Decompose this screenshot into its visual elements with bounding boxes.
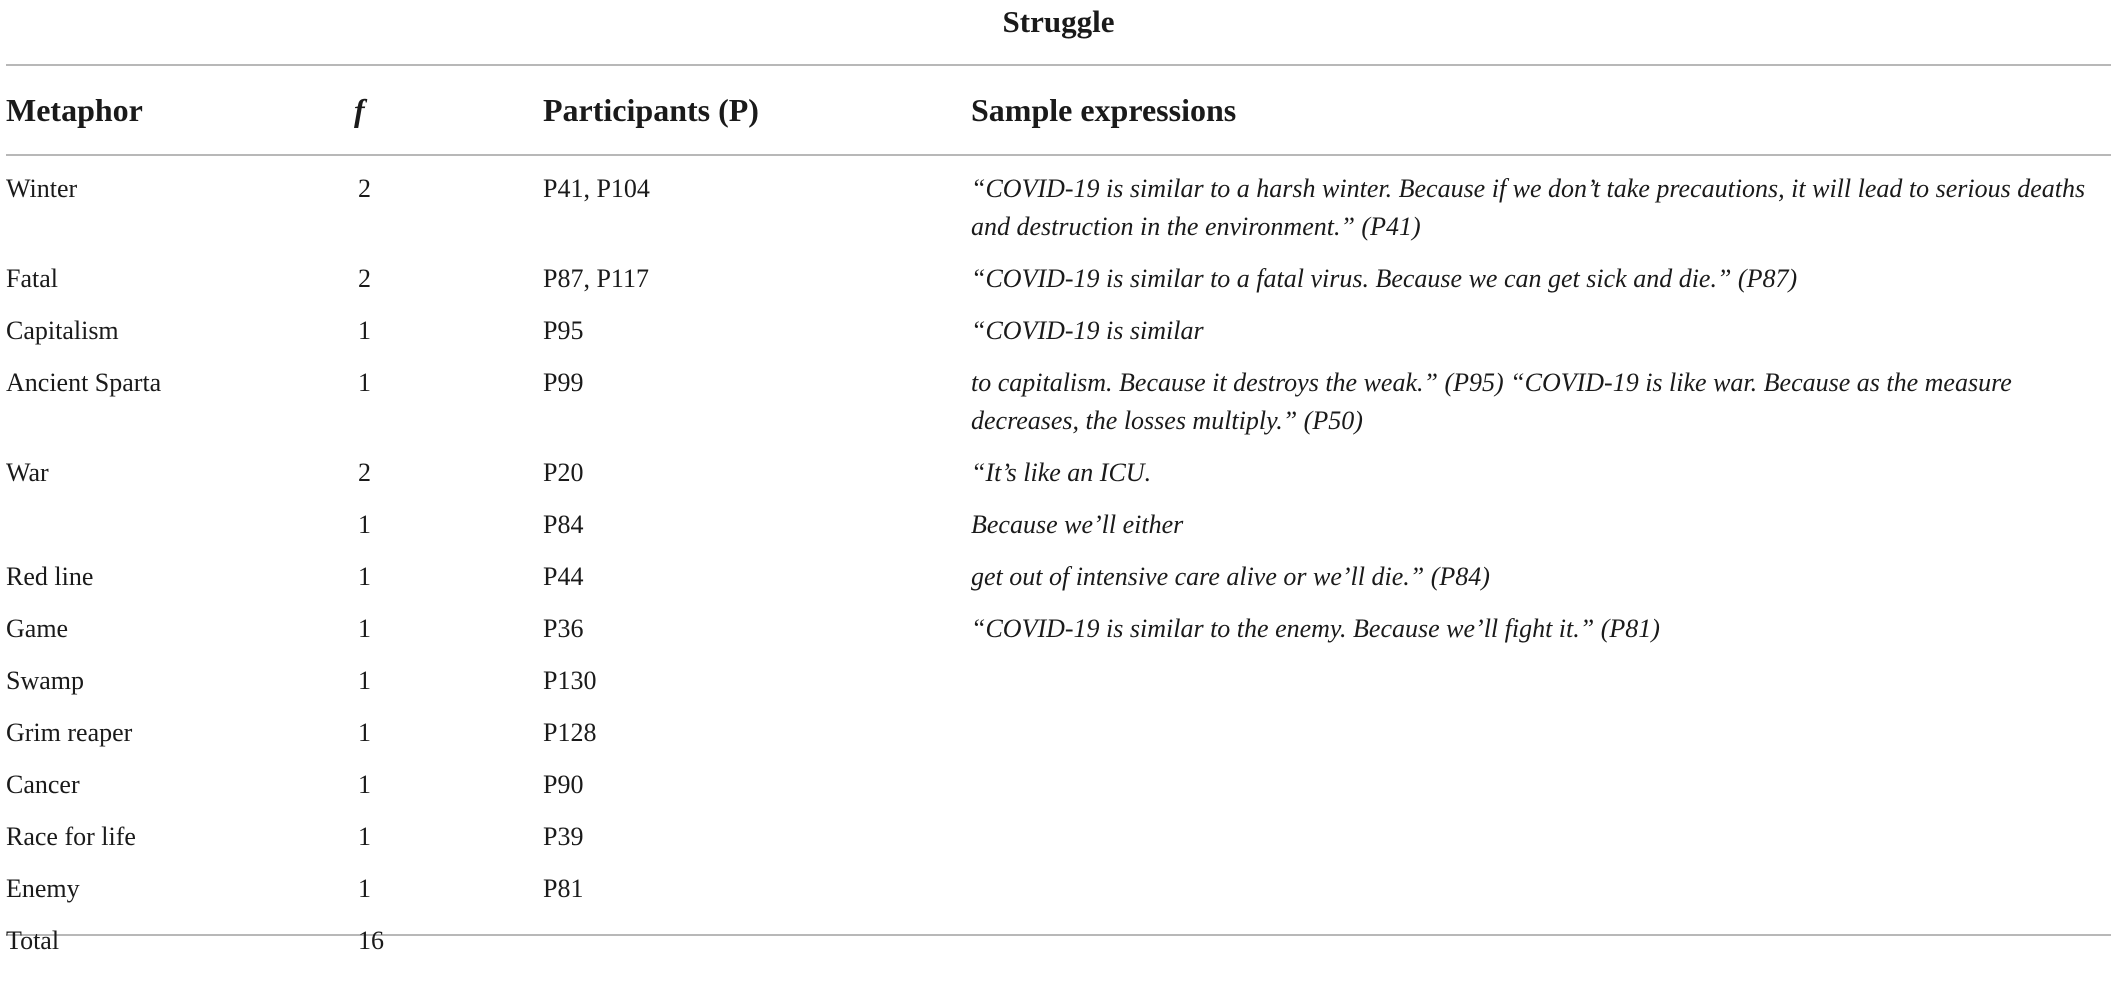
header-metaphor: Metaphor [6,91,143,128]
cell-frequency: 1 [358,510,371,539]
cell-participants: P128 [543,718,597,747]
table-row [6,506,2111,558]
header-sample-expressions: Sample expressions [971,91,1237,128]
cell-frequency: 1 [358,666,371,695]
cell-sample: Because we’ll either [971,510,1184,539]
cell-metaphor: Grim reaper [6,718,133,747]
cell-metaphor: Ancient Sparta [6,368,162,397]
cell-participants: P95 [543,316,584,345]
cell-sample: “It’s like an ICU. [971,458,1152,487]
table-title: Struggle [1002,4,1115,39]
cell-metaphor: Enemy [6,874,80,903]
table-row [6,260,2111,312]
table-row [6,714,2111,766]
table-row [6,662,2111,714]
cell-metaphor: Cancer [6,770,80,799]
cell-metaphor: Game [6,614,69,643]
table-header-row [6,66,2111,154]
cell-metaphor: Red line [6,562,94,591]
cell-participants: P84 [543,510,584,539]
cell-metaphor: Race for life [6,822,136,851]
cell-sample: to capitalism. Because it destroys the weak.” (P95) “COVID-19 is like war. Because as the measure decreases, the losses multiply.” (P50) [971,368,2012,435]
cell-frequency: 1 [358,614,371,643]
cell-frequency: 1 [358,874,371,903]
table-row [6,870,2111,922]
table-row [6,610,2111,662]
cell-frequency: 1 [358,316,371,345]
cell-participants: P87, P117 [543,264,649,293]
cell-participants: P99 [543,368,584,397]
cell-frequency: 2 [358,458,371,487]
cell-participants: P44 [543,562,584,591]
cell-frequency: 2 [358,174,371,203]
cell-frequency: 1 [358,770,371,799]
cell-participants: P90 [543,770,584,799]
table-row [6,766,2111,818]
table-row [6,558,2111,610]
cell-sample: “COVID-19 is similar [971,316,1204,345]
cell-metaphor: Fatal [6,264,58,293]
table-row [6,454,2111,506]
cell-frequency: 16 [358,926,384,955]
cell-metaphor: Winter [6,174,78,203]
cell-participants: P20 [543,458,584,487]
table-row-total [6,922,2111,974]
cell-participants: P39 [543,822,584,851]
cell-participants: P81 [543,874,584,903]
cell-sample: “COVID-19 is similar to the enemy. Because we’ll fight it.” (P81) [971,614,1660,643]
cell-frequency: 1 [358,368,371,397]
metaphor-table [6,0,2111,955]
cell-frequency: 1 [358,822,371,851]
cell-participants: P41, P104 [543,174,650,203]
cell-metaphor: Capitalism [6,316,119,345]
cell-frequency: 1 [358,562,371,591]
table-body [6,156,2111,955]
table-row [6,364,2111,454]
table-row [6,818,2111,870]
cell-metaphor: War [6,458,49,487]
cell-sample: “COVID-19 is similar to a harsh winter. Because if we don’t take precautions, it will lead to serious deaths and destruction in the environment.” (P41) [971,174,2086,241]
cell-metaphor: Swamp [6,666,84,695]
cell-participants: P130 [543,666,597,695]
cell-sample: “COVID-19 is similar to a fatal virus. Because we can get sick and die.” (P87) [971,264,1798,293]
cell-sample: get out of intensive care alive or we’ll die.” (P84) [971,562,1490,591]
table-row [6,312,2111,364]
cell-frequency: 1 [358,718,371,747]
cell-participants: P36 [543,614,584,643]
cell-frequency: 2 [358,264,371,293]
header-participants: Participants (P) [543,91,759,128]
table-row [6,170,2111,260]
cell-metaphor: Total [6,926,60,955]
header-frequency: f [354,91,365,128]
